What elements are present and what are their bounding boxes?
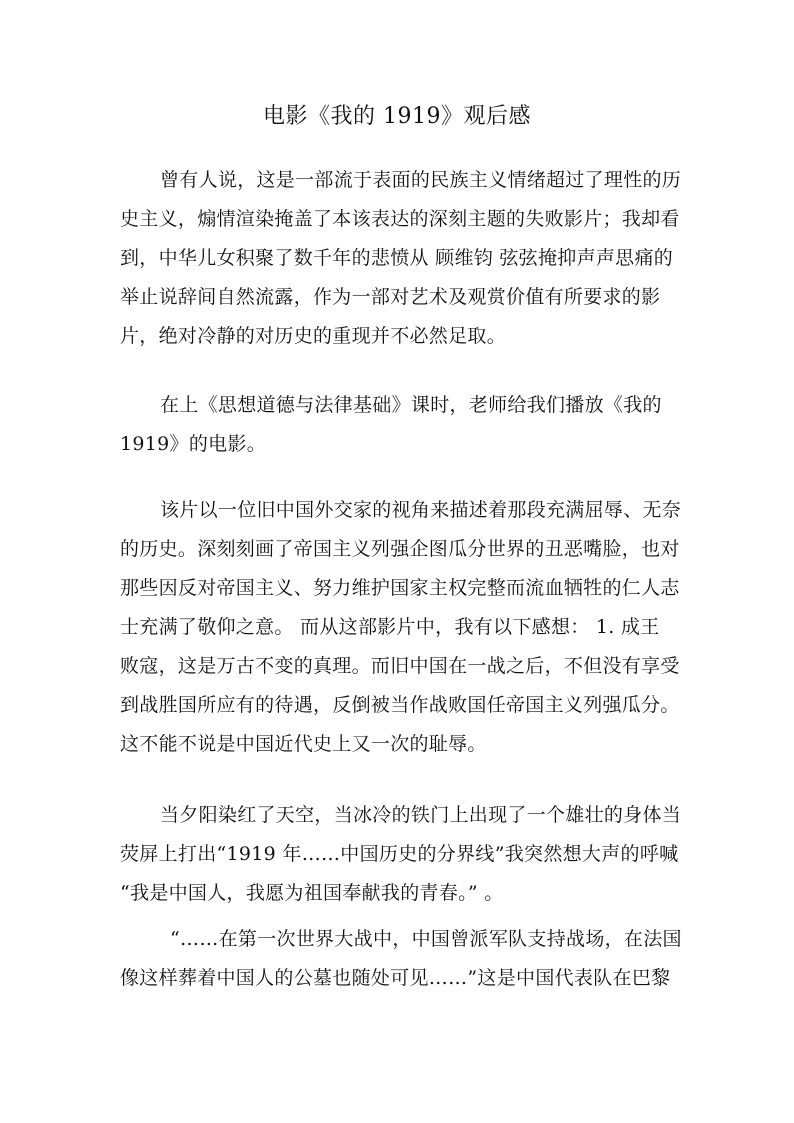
paragraph-2-line-1: 在上《思想道德与法律基础》课时，老师给我们播放《我的 bbox=[160, 394, 662, 416]
paragraph-4-line-3: “我是中国人，我愿为祖国奉献我的青春。” 。 bbox=[120, 882, 504, 904]
paragraph-1-line-1: 曾有人说，这是一部流于表面的民族主义情绪超过了理性的历 bbox=[160, 169, 682, 191]
paragraph-1-line-4: 举止说辞间自然流露，作为一部对艺术及观赏价值有所要求的影 bbox=[120, 286, 661, 308]
paragraph-1-line-2: 史主义，煽情渲染掩盖了本该表达的深刻主题的失败影片；我却看 bbox=[120, 208, 680, 230]
paragraph-5-line-2: 像这样葬着中国人的公墓也随处可见……”这是中国代表队在巴黎 bbox=[120, 967, 671, 989]
paragraph-4-line-1: 当夕阳染红了天空，当冰冷的铁门上出现了一个雄壮的身体当 bbox=[160, 804, 682, 826]
paragraph-3-line-3: 那些因反对帝国主义、努力维护国家主权完整而流血牺牲的仁人志 bbox=[120, 577, 680, 599]
paragraph-5-line-1: “……在第一次世界大战中，中国曾派军队支持战场，在法国 bbox=[170, 928, 682, 950]
document-title: 电影《我的 1919》观后感 bbox=[263, 104, 531, 129]
paragraph-1-line-3: 到，中华儿女积聚了数千年的悲愤从 顾维钧 弦弦掩抑声声思痛的 bbox=[120, 247, 674, 269]
paragraph-2-line-2: 1919》的电影。 bbox=[120, 433, 267, 455]
paragraph-3-line-1: 该片以一位旧中国外交家的视角来描述着那段充满屈辱、无奈 bbox=[160, 499, 682, 521]
paragraph-4-line-2: 荧屏上打出“1919 年……中国历史的分界线”我突然想大声的呼喊 bbox=[120, 843, 679, 865]
paragraph-1-line-5: 片，绝对冷静的对历史的重现并不必然足取。 bbox=[120, 325, 507, 347]
paragraph-3-line-4: 士充满了敬仰之意。 而从这部影片中，我有以下感想： 1. 成王 bbox=[120, 616, 660, 638]
paragraph-3-line-5: 败寇，这是万古不变的真理。而旧中国在一战之后，不但没有享受 bbox=[120, 655, 680, 677]
paragraph-3-line-6: 到战胜国所应有的待遇，反倒被当作战败国任帝国主义列强瓜分。 bbox=[120, 694, 680, 716]
paragraph-3-line-7: 这不能不说是中国近代史上又一次的耻辱。 bbox=[120, 733, 487, 755]
paragraph-3-line-2: 的历史。深刻刻画了帝国主义列强企图瓜分世界的丑恶嘴脸，也对 bbox=[120, 538, 680, 560]
